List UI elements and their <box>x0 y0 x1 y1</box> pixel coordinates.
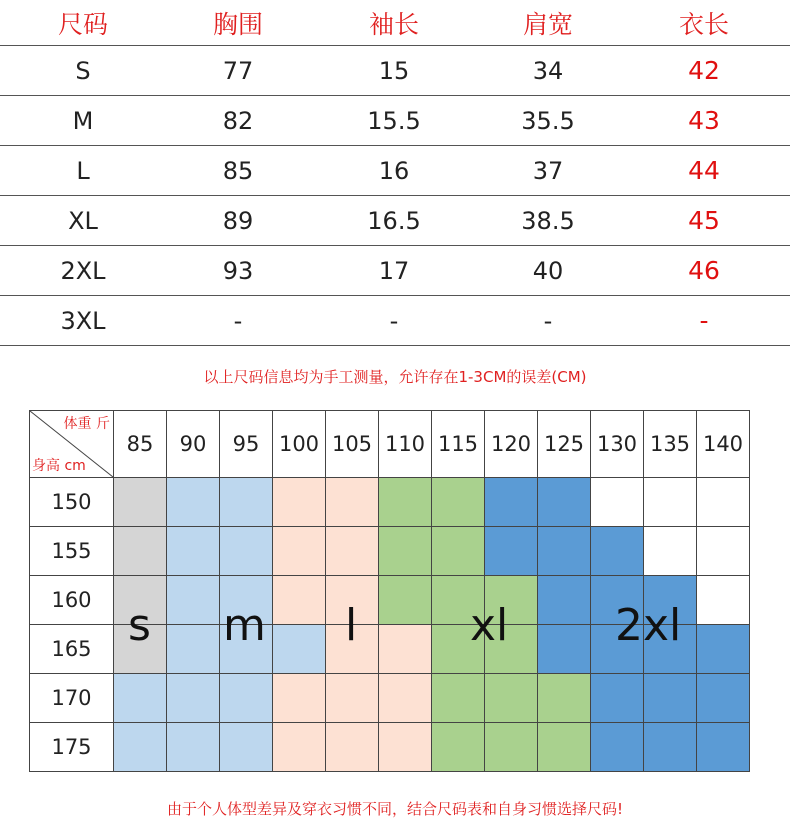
size-cell <box>697 625 750 674</box>
size-cell <box>273 527 326 576</box>
size-cell <box>697 478 750 527</box>
size-cell <box>644 674 697 723</box>
height-row <box>30 674 750 723</box>
size-cell <box>273 674 326 723</box>
cell-length: 43 <box>688 106 720 135</box>
cell-chest: 93 <box>222 256 254 285</box>
cell-shoulder: 35.5 <box>521 106 575 135</box>
size-cell <box>326 478 379 527</box>
size-cell <box>220 527 273 576</box>
size-cell <box>644 478 697 527</box>
height-header: 175 <box>30 723 114 772</box>
size-cell <box>591 478 644 527</box>
grid-header-row <box>30 411 750 478</box>
cell-sleeve: 16 <box>378 156 410 185</box>
weight-header: 120 <box>485 411 538 478</box>
height-row <box>30 723 750 772</box>
size-cell <box>114 723 167 772</box>
size-cell <box>273 576 326 625</box>
size-cell <box>379 527 432 576</box>
weight-header: 115 <box>432 411 485 478</box>
size-cell <box>379 723 432 772</box>
size-cell <box>379 576 432 625</box>
height-row <box>30 527 750 576</box>
size-row <box>0 96 790 146</box>
grid-corner <box>30 411 114 478</box>
zone-label-l: l <box>345 600 358 651</box>
weight-header: 110 <box>379 411 432 478</box>
size-cell <box>167 576 220 625</box>
weight-header: 90 <box>167 411 220 478</box>
size-cell <box>114 527 167 576</box>
size-chart-table <box>0 0 790 346</box>
cell-length: 44 <box>688 156 720 185</box>
weight-header: 85 <box>114 411 167 478</box>
cell-chest: 89 <box>222 206 254 235</box>
header-length: 衣长 <box>678 9 729 39</box>
size-row <box>0 296 790 346</box>
zone-label-xl: xl <box>470 600 509 651</box>
size-cell <box>326 723 379 772</box>
weight-height-grid <box>29 410 750 772</box>
weight-header: 125 <box>538 411 591 478</box>
size-cell <box>644 527 697 576</box>
zone-label-2xl: 2xl <box>615 600 682 651</box>
size-cell <box>432 527 485 576</box>
cell-chest: 82 <box>222 106 254 135</box>
header-chest: 胸围 <box>212 9 263 39</box>
size-cell <box>697 527 750 576</box>
size-cell <box>538 674 591 723</box>
size-cell <box>167 527 220 576</box>
header-sleeve: 袖长 <box>368 9 419 39</box>
height-header: 150 <box>30 478 114 527</box>
height-header: 155 <box>30 527 114 576</box>
size-cell <box>167 723 220 772</box>
size-cell <box>379 674 432 723</box>
height-row <box>30 478 750 527</box>
cell-shoulder: - <box>543 306 553 335</box>
cell-chest: 85 <box>222 156 254 185</box>
zone-label-s: s <box>128 600 151 651</box>
size-cell <box>538 576 591 625</box>
weight-header: 100 <box>273 411 326 478</box>
weight-header: 140 <box>697 411 750 478</box>
size-cell <box>591 527 644 576</box>
cell-sleeve: - <box>389 306 399 335</box>
weight-header: 135 <box>644 411 697 478</box>
size-cell <box>220 674 273 723</box>
size-cell <box>538 723 591 772</box>
size-cell <box>538 625 591 674</box>
cell-size: 2XL <box>60 256 106 285</box>
size-cell <box>485 527 538 576</box>
cell-sleeve: 15.5 <box>367 106 421 135</box>
corner-height-label: 身高 cm <box>32 458 86 474</box>
size-cell <box>379 625 432 674</box>
size-chart-header-row <box>0 0 790 46</box>
corner-weight-label: 体重 斤 <box>63 416 110 432</box>
cell-shoulder: 38.5 <box>521 206 575 235</box>
size-row <box>0 196 790 246</box>
zone-label-m: m <box>223 600 266 651</box>
size-cell <box>432 674 485 723</box>
size-cell <box>644 723 697 772</box>
size-cell <box>167 674 220 723</box>
header-size: 尺码 <box>57 9 108 39</box>
cell-size: 3XL <box>60 306 106 335</box>
size-row <box>0 46 790 96</box>
size-cell <box>220 478 273 527</box>
size-cell <box>485 723 538 772</box>
cell-chest: - <box>233 306 243 335</box>
size-row <box>0 146 790 196</box>
size-cell <box>114 674 167 723</box>
size-cell <box>273 625 326 674</box>
header-shoulder: 肩宽 <box>522 9 573 39</box>
weight-header: 95 <box>220 411 273 478</box>
size-advice-note: 由于个人体型差异及穿衣习惯不同，结合尺码表和自身习惯选择尺码! <box>166 800 624 818</box>
size-cell <box>485 478 538 527</box>
measurement-note: 以上尺码信息均为手工测量，允许存在1-3CM的误差(CM) <box>203 368 587 386</box>
size-cell <box>485 674 538 723</box>
height-header: 160 <box>30 576 114 625</box>
size-cell <box>538 527 591 576</box>
height-header: 170 <box>30 674 114 723</box>
cell-length: 42 <box>688 56 720 85</box>
size-cell <box>326 527 379 576</box>
cell-length: 45 <box>688 206 720 235</box>
cell-shoulder: 40 <box>532 256 564 285</box>
size-cell <box>379 478 432 527</box>
weight-header: 130 <box>591 411 644 478</box>
weight-header: 105 <box>326 411 379 478</box>
size-cell <box>697 723 750 772</box>
cell-size: M <box>72 106 94 135</box>
size-cell <box>167 625 220 674</box>
cell-length: - <box>699 306 709 335</box>
size-cell <box>273 478 326 527</box>
cell-size: S <box>75 56 91 85</box>
cell-sleeve: 15 <box>378 56 410 85</box>
size-cell <box>432 478 485 527</box>
height-header: 165 <box>30 625 114 674</box>
size-cell <box>697 674 750 723</box>
cell-length: 46 <box>688 256 720 285</box>
cell-sleeve: 16.5 <box>367 206 421 235</box>
size-cell <box>538 478 591 527</box>
size-cell <box>220 723 273 772</box>
cell-size: L <box>76 156 90 185</box>
cell-size: XL <box>68 206 98 235</box>
size-cell <box>591 723 644 772</box>
size-cell <box>432 723 485 772</box>
size-row <box>0 246 790 296</box>
cell-shoulder: 34 <box>532 56 564 85</box>
size-cell <box>273 723 326 772</box>
cell-sleeve: 17 <box>378 256 410 285</box>
cell-shoulder: 37 <box>532 156 564 185</box>
size-cell <box>326 674 379 723</box>
size-cell <box>114 478 167 527</box>
cell-chest: 77 <box>222 56 254 85</box>
size-cell <box>167 478 220 527</box>
size-cell <box>591 674 644 723</box>
size-cell <box>697 576 750 625</box>
